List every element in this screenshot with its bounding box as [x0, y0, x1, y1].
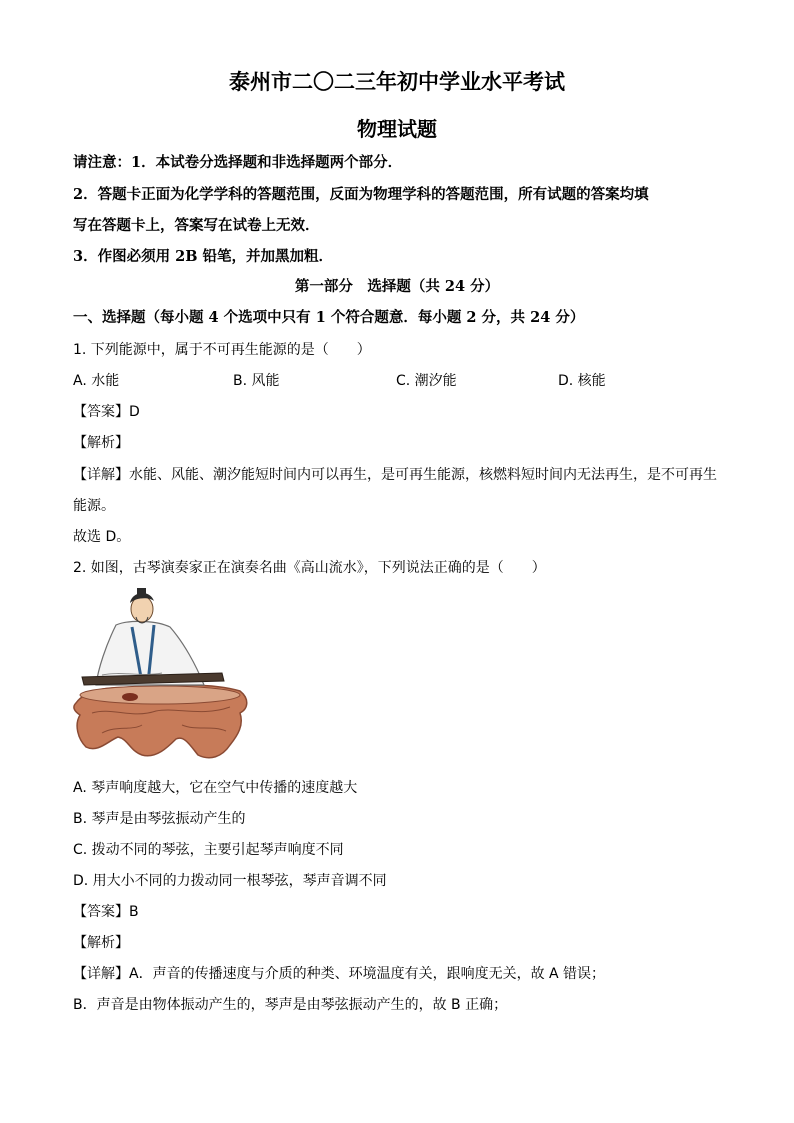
question-1-option-c: C. 潮汐能	[396, 373, 457, 389]
notice-line-1: 请注意：1．本试卷分选择题和非选择题两个部分．	[73, 154, 403, 171]
question-2-detail-line-2: B．声音是由物体振动产生的，琴声是由琴弦振动产生的，故 B 正确；	[73, 997, 508, 1013]
notice-line-2: 2．答题卡正面为化学学科的答题范围，反面为物理学科的答题范围，所有试题的答案均填	[73, 186, 649, 203]
question-1-detail-line-1: 【详解】水能、风能、潮汐能短时间内可以再生，是可再生能源，核燃料短时间内无法再生，是不可再生	[73, 467, 717, 483]
question-1-analysis-label: 【解析】	[73, 435, 129, 451]
notice-line-3: 写在答题卡上，答案写在试卷上无效．	[73, 217, 320, 234]
question-1-answer: 【答案】D	[73, 404, 140, 420]
notice-line-4: 3．作图必须用 2B 铅笔，并加黑加粗．	[73, 248, 334, 265]
question-2-detail-line-1: 【详解】A．声音的传播速度与介质的种类、环境温度有关，跟响度无关，故 A 错误；	[73, 966, 606, 982]
question-1-option-b: B. 风能	[233, 373, 280, 389]
question-2-stem: 2. 如图，古琴演奏家正在演奏名曲《高山流水》，下列说法正确的是（ ）	[73, 560, 546, 576]
question-1-option-d: D. 核能	[558, 373, 606, 389]
question-2-analysis-label: 【解析】	[73, 935, 129, 951]
guqin-player-illustration	[72, 585, 250, 765]
question-1-option-a: A. 水能	[73, 373, 120, 389]
exam-title: 泰州市二〇二三年初中学业水平考试	[229, 69, 565, 94]
section-heading: 一、选择题（每小题 4 个选项中只有 1 个符合题意．每小题 2 分，共 24 分）	[73, 309, 585, 326]
subject-title: 物理试题	[357, 117, 437, 141]
question-1-detail-line-2: 能源。	[73, 498, 115, 514]
question-2-answer: 【答案】B	[73, 904, 139, 920]
question-1-conclusion: 故选 D。	[73, 529, 131, 545]
part-heading: 第一部分 选择题（共 24 分）	[294, 278, 500, 295]
question-2-option-b: B. 琴声是由琴弦振动产生的	[73, 811, 246, 827]
question-1-stem: 1. 下列能源中，属于不可再生能源的是（ ）	[73, 342, 371, 358]
question-2-option-d: D. 用大小不同的力拨动同一根琴弦，琴声音调不同	[73, 873, 387, 889]
question-2-option-a: A. 琴声响度越大，它在空气中传播的速度越大	[73, 780, 358, 796]
question-2-option-c: C. 拨动不同的琴弦，主要引起琴声响度不同	[73, 842, 344, 858]
